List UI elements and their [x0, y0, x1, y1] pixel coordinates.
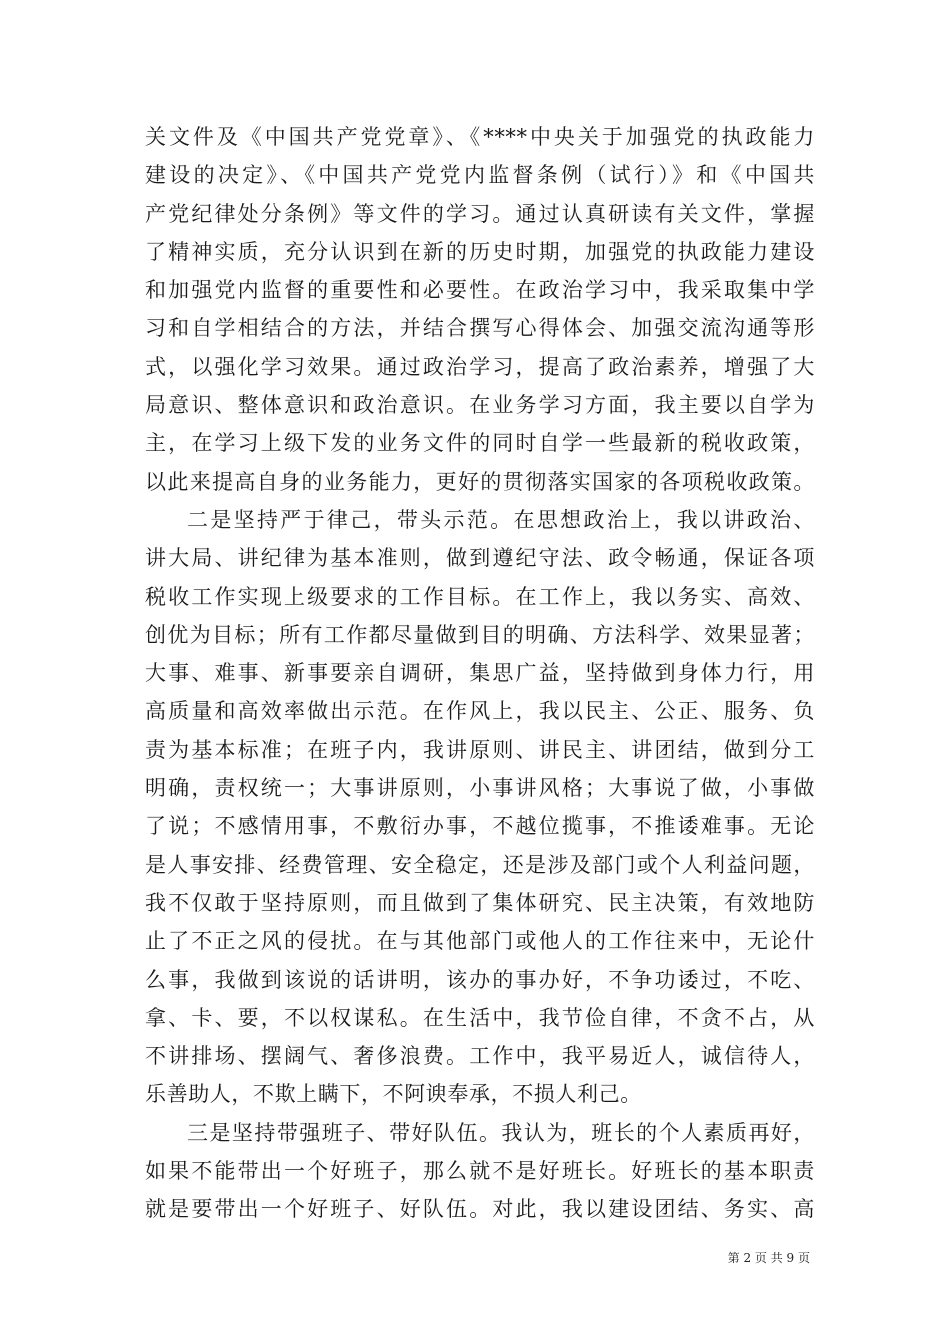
paragraph-end-line: 乐善助人，不欺上瞒下，不阿谀奉承，不损人利己。 — [145, 1082, 642, 1107]
text-line: 了精神实质，充分认识到在新的历史时期，加强党的执政能力建设 — [145, 239, 815, 264]
page-number: 第 2 页 共 9 页 — [727, 1251, 810, 1265]
text-line: 责为基本标准；在班子内，我讲原则、讲民主、讲团结，做到分工 — [145, 737, 815, 762]
paragraph-start-line: 三是坚持带强班子、带好队伍。我认为，班长的个人素质再好， — [187, 1120, 815, 1145]
text-line: 习和自学相结合的方法，并结合撰写心得体会、加强交流沟通等形 — [145, 316, 815, 341]
text-line: 就是要带出一个好班子、好队伍。对此，我以建设团结、务实、高 — [145, 1197, 815, 1222]
text-line: 式，以强化学习效果。通过政治学习，提高了政治素养，增强了大 — [145, 354, 815, 379]
text-line: 主，在学习上级下发的业务文件的同时自学一些最新的税收政策， — [145, 431, 815, 456]
text-line: 税收工作实现上级要求的工作目标。在工作上，我以务实、高效、 — [145, 584, 815, 609]
body-text — [145, 118, 815, 1229]
text-line: 我不仅敢于坚持原则，而且做到了集体研究、民主决策，有效地防 — [145, 890, 815, 915]
text-line: 高质量和高效率做出示范。在作风上，我以民主、公正、服务、负 — [145, 699, 815, 724]
text-line: 创优为目标；所有工作都尽量做到目的明确、方法科学、效果显著； — [145, 622, 815, 647]
text-line: 产党纪律处分条例》等文件的学习。通过认真研读有关文件，掌握 — [145, 201, 815, 226]
text-line: 以此来提高自身的业务能力，更好的贯彻落实国家的各项税收政策。 — [145, 469, 815, 494]
text-line: 大事、难事、新事要亲自调研，集思广益，坚持做到身体力行，用 — [145, 661, 815, 686]
text-line: 建设的决定》、《中国共产党党内监督条例（试行）》和《中国共 — [145, 163, 815, 188]
text-line: 讲大局、讲纪律为基本准则，做到遵纪守法、政令畅通，保证各项 — [145, 546, 815, 571]
text-line: 和加强党内监督的重要性和必要性。在政治学习中，我采取集中学 — [145, 278, 815, 303]
text-line: 么事，我做到该说的话讲明，该办的事办好，不争功诿过，不吃、 — [145, 967, 815, 992]
text-line: 止了不正之风的侵扰。在与其他部门或他人的工作往来中，无论什 — [145, 929, 815, 954]
text-line: 不讲排场、摆阔气、奢侈浪费。工作中，我平易近人，诚信待人， — [145, 1044, 815, 1069]
text-line: 是人事安排、经费管理、安全稳定，还是涉及部门或个人利益问题， — [145, 852, 815, 877]
text-line: 明确，责权统一；大事讲原则，小事讲风格；大事说了做，小事做 — [145, 776, 815, 801]
text-line: 拿、卡、要，不以权谋私。在生活中，我节俭自律，不贪不占，从 — [145, 1005, 815, 1030]
text-line: 如果不能带出一个好班子，那么就不是好班长。好班长的基本职责 — [145, 1159, 815, 1184]
text-line: 关文件及《中国共产党党章》、《****中央关于加强党的执政能力 — [145, 125, 815, 149]
paragraph-start-line: 二是坚持严于律己，带头示范。在思想政治上，我以讲政治、 — [187, 507, 815, 532]
text-line: 局意识、整体意识和政治意识。在业务学习方面，我主要以自学为 — [145, 393, 815, 418]
text-line: 了说；不感情用事，不敷衍办事，不越位揽事，不推诿难事。无论 — [145, 814, 815, 839]
